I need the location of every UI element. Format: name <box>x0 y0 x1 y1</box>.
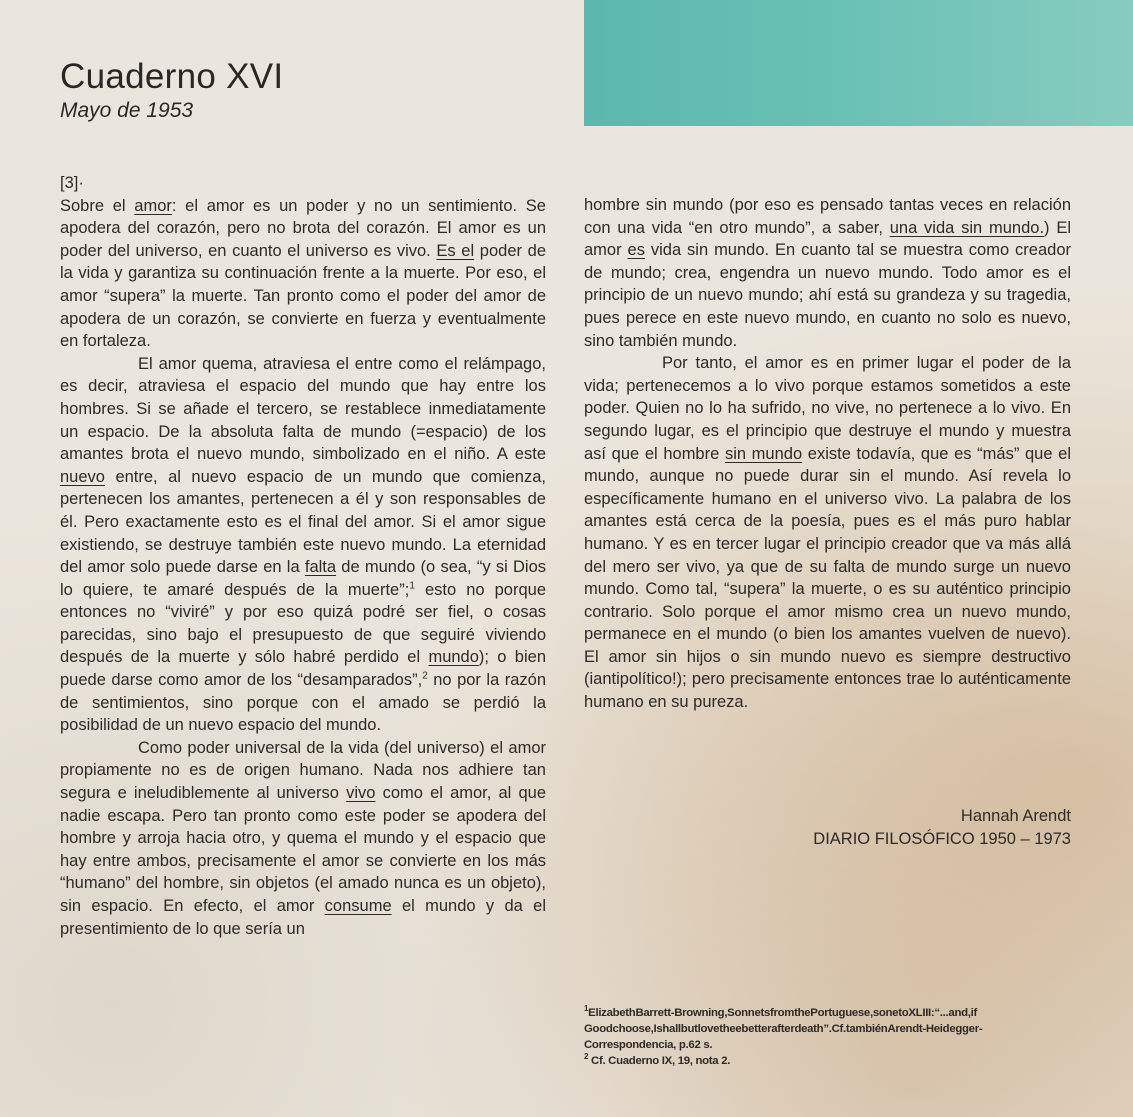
footnotes <box>584 1005 1074 1069</box>
underlined-word: mundo <box>428 648 479 667</box>
footnote-text: ElizabethBarrett-Browning,SonnetsfromthePortuguese,sonetoXLIII:“...and,if Goodchoose,Ishallbutlovetheebetterafterdeath”.Cf.tambiénArendt-Heidegger-Correspondencia, p.62 s. <box>584 1007 983 1051</box>
text-run: El amor quema, atraviesa el entre como el relámpago, es decir, atraviesa el espacio del mundo que hay entre los hombres. Si se añade el tercero, se restablece inmediatamente un espacio. De la absoluta falta de mundo (=espacio) de los amantes brota el nuevo mundo, simbolizado en el niño. A este <box>60 354 546 464</box>
right-paragraph-1 <box>584 194 1071 352</box>
left-paragraph-3 <box>60 737 546 940</box>
underlined-word: amor <box>134 196 172 215</box>
author-name: Hannah Arendt <box>960 807 1071 825</box>
footnote-2 <box>584 1053 1074 1069</box>
text-run: hombre sin mundo (por eso es pensado tantas veces en relación con una vida “en otro mundo”, a saber, <box>584 196 1071 237</box>
footnote-text: Cf. Cuaderno IX, 19, nota 2. <box>591 1055 731 1067</box>
underlined-word: falta <box>304 558 337 577</box>
text-run: el mundo y da el presentimiento de lo que sería un <box>60 897 546 938</box>
left-column <box>60 172 546 940</box>
text-run: vida sin mundo. En cuanto tal se muestra como creador de mundo; crea, engendra un nuevo mundo. Todo amor es el principio de un nuevo mundo; ahí está su grandeza y su tragedia, pues perece en este nuevo mundo, en cuanto no solo es nuevo, sino también mundo. <box>584 241 1071 350</box>
underlined-word: sin mundo <box>724 444 803 463</box>
text-run: poder de la vida y garantiza su continuación frente a la muerte. Por eso, el amor “supera” la muerte. Tan pronto como el poder del amor de apodera de un corazón, se convierte en fuerza y eventualmente en fortaleza. <box>60 241 546 351</box>
underlined-word: Es el <box>436 241 475 260</box>
text-run: de mundo (o sea, “y si Dios lo quiere, te amaré después de la muerte”; <box>60 558 546 599</box>
left-paragraph-2 <box>60 353 546 737</box>
footnote-ref-2: 2 <box>422 670 428 682</box>
text-run: entre, al nuevo espacio de un mundo que comienza, pertenecen los amantes, pertenecen a él y son responsables de él. Pero exactamente esto es el final del amor. Si el amor sigue existiendo, se destruye también este nuevo mundo. La eternidad del amor solo puede darse en la <box>60 467 546 577</box>
right-paragraph-2 <box>584 352 1071 714</box>
left-paragraph-1 <box>60 195 546 353</box>
page-title: Cuaderno XVI <box>60 57 284 96</box>
section-marker: [3]· <box>60 174 84 192</box>
text-run: Como poder universal de la vida (del universo) el amor propiamente no es de origen humano. Nada nos adhiere tan segura e ineludiblemente al universo <box>60 738 546 803</box>
text-run: Sobre el <box>60 196 135 215</box>
underlined-word: nuevo <box>60 467 105 486</box>
right-column <box>584 194 1071 714</box>
page-header <box>60 56 283 124</box>
text-run: esto no porque entonces no “viviré” y por eso quizá podré ser fiel, o cosas parecidas, sino bajo el presupuesto de que seguiré viviendo después de la muerte y sólo habré perdido el <box>60 580 546 667</box>
text-run: como el amor, al que nadie escapa. Pero tan pronto como este poder se apodera del hombre y arroja hacia otro, y quema el mundo y el espacio que hay entre ambos, precisamente el amor se convierte en los más “humano” del hombre, sin objetos (el amado nunca es un objeto), sin espacio. En efecto, el amor <box>60 784 546 915</box>
text-run: ); o bien puede darse como amor de los “desamparados”, <box>60 648 547 690</box>
underlined-word: una vida sin mundo. <box>889 218 1045 237</box>
footnote-1 <box>584 1005 1074 1053</box>
text-run: Por tanto, el amor es en primer lugar el poder de la vida; pertenecemos a lo vivo porque estamos sometidos a este poder. Quien no lo ha sufrido, no vive, no pertenece a lo vivo. En segundo lugar, es el principio que destruye el mundo y muestra así que el hombre <box>584 354 1071 463</box>
page-subtitle: Mayo de 1953 <box>60 99 194 122</box>
text-run: : el amor es un poder y no un sentimiento. Se apodera del corazón, pero no brota del corazón. El amor es un poder del universo, en cuanto el universo es vivo. <box>60 196 546 260</box>
underlined-word: consume <box>324 897 392 915</box>
text-run: existe todavía, que es “más” que el mundo, aunque no puede durar sin el mundo. Así revela lo específicamente humano en el universo vivo. La palabra de los amantes está cerca de la poesía, pues es el más puro hablar humano. Y es en tercer lugar el principio creador que va más allá del mero ser vivo, ya que de su falta de mundo surge un nuevo mundo. Como tal, “supera” la muerte, o es su auténtico principio contrario. Solo porque el amor mismo crea un nuevo mundo, permanece en el mundo (o bien los amantes vuelven de nuevo). El amor sin hijos o sin mundo nuevo es siempre destructivo (iantipolítico!); pero precisamente entonces trae lo auténticamente humano en su pureza. <box>584 444 1071 712</box>
underlined-word: es <box>627 241 645 260</box>
teal-decorative-block <box>584 0 1133 126</box>
underlined-word: vivo <box>346 784 376 803</box>
footnote-ref-1: 1 <box>409 580 415 592</box>
text-run: no por la razón de sentimientos, sino porque con el amado se perdió la posibilidad de un nuevo espacio del mundo. <box>60 671 547 735</box>
source-title: DIARIO FILOSÓFICO 1950 – 1973 <box>813 830 1071 848</box>
text-run: ) El amor <box>584 218 1072 260</box>
footnote-mark: 1 <box>584 1004 589 1014</box>
footnote-mark: 2 <box>584 1052 589 1062</box>
signature-block <box>813 805 1071 851</box>
